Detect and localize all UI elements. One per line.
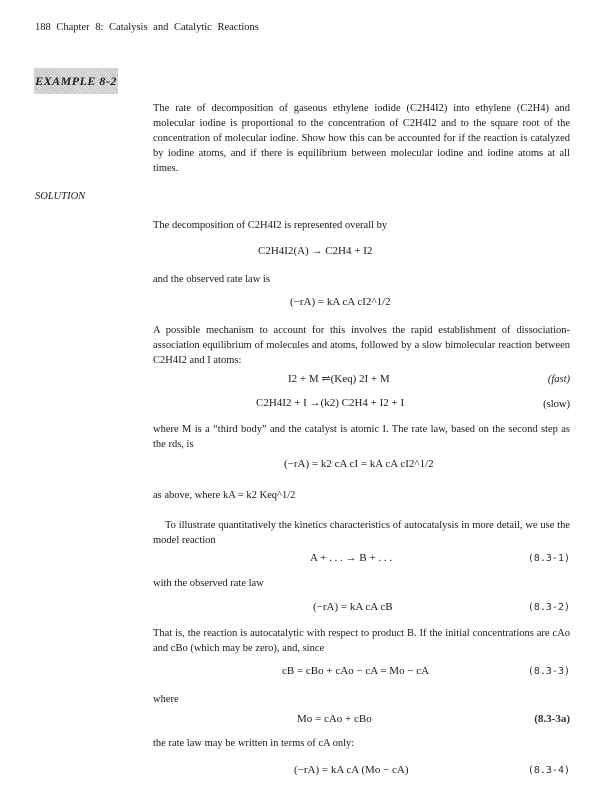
equation-final: (−rA) = kA cA (Mo − cA) bbox=[294, 764, 409, 776]
text-third-body: where M is a “third body” and the catalyst is atomic I. The rate law, based on the second step as the rds, is bbox=[153, 424, 570, 450]
equation-rate-law: (−rA) = k2 cA cI = kA cA cI2^1/2 bbox=[284, 458, 434, 470]
equation-mo: Mo = cAo + cBo bbox=[297, 713, 372, 725]
example-label: EXAMPLE 8-2 bbox=[35, 73, 117, 88]
text-autocatalytic: That is, the reaction is autocatalytic with respect to product B. If the initial concentrations are cAo and cBo (which may be zero), and, since bbox=[153, 628, 570, 654]
text-illustrate: To illustrate quantitatively the kinetics characteristics of autocatalysis in more detail, we use the model reaction bbox=[153, 520, 570, 546]
text-where: where bbox=[153, 694, 179, 705]
equation-observed-rate: (−rA) = kA cA cI2^1/2 bbox=[290, 296, 391, 308]
equation-number-8-3-3a: (8.3-3a) bbox=[534, 713, 570, 725]
text-with-rate: with the observed rate law bbox=[153, 578, 264, 589]
equation-number-8-3-4: (8.3-4) bbox=[527, 765, 570, 776]
equation-fast-step: I2 + M ⇌(Keq) 2I + M bbox=[288, 373, 390, 385]
tag-fast: (fast) bbox=[547, 374, 570, 385]
example-label-badge bbox=[34, 68, 118, 94]
text-observed-rate: and the observed rate law is bbox=[153, 274, 270, 285]
equation-number-8-3-1: (8.3-1) bbox=[527, 553, 570, 564]
equation-slow-step: C2H4I2 + I →(k2) C2H4 + I2 + I bbox=[256, 397, 405, 409]
equation-number-8-3-2: (8.3-2) bbox=[527, 602, 570, 613]
equation-cb: cB = cBo + cAo − cA = Mo − cA bbox=[282, 665, 430, 677]
text-rate-terms: the rate law may be written in terms of cA only: bbox=[153, 738, 355, 749]
text-mechanism: A possible mechanism to account for this involves the rapid establishment of dissociation-association equilibrium of molecules and atoms, followed by a slow bimolecular reaction between C2H4I2 and I atoms: bbox=[153, 325, 570, 366]
text-decomposition: The decomposition of C2H4I2 is represented overall by bbox=[153, 220, 388, 231]
solution-label: SOLUTION bbox=[35, 191, 86, 202]
text-as-above: as above, where kA = k2 Keq^1/2 bbox=[153, 490, 296, 501]
equation-number-8-3-3: (8.3-3) bbox=[527, 666, 570, 677]
running-head: 188 Chapter 8: Catalysis and Catalytic Reactions bbox=[35, 22, 259, 33]
tag-slow: (slow) bbox=[543, 399, 570, 410]
equation-model: A + . . . → B + . . . bbox=[310, 552, 393, 564]
equation-overall: C2H4I2(A) → C2H4 + I2 bbox=[258, 245, 373, 257]
problem-statement: The rate of decomposition of gaseous ethylene iodide (C2H4I2) into ethylene (C2H4) and molecular iodine is proportional to the concentration of C2H4I2 and to the square root of the concentration of molecular iodine. Show how this can be accounted for if the reaction is catalyzed by iodine atoms, and if there is equilibrium between molecular iodine and iodine atoms at all times. bbox=[153, 103, 570, 174]
equation-rate-b: (−rA) = kA cA cB bbox=[313, 601, 393, 613]
